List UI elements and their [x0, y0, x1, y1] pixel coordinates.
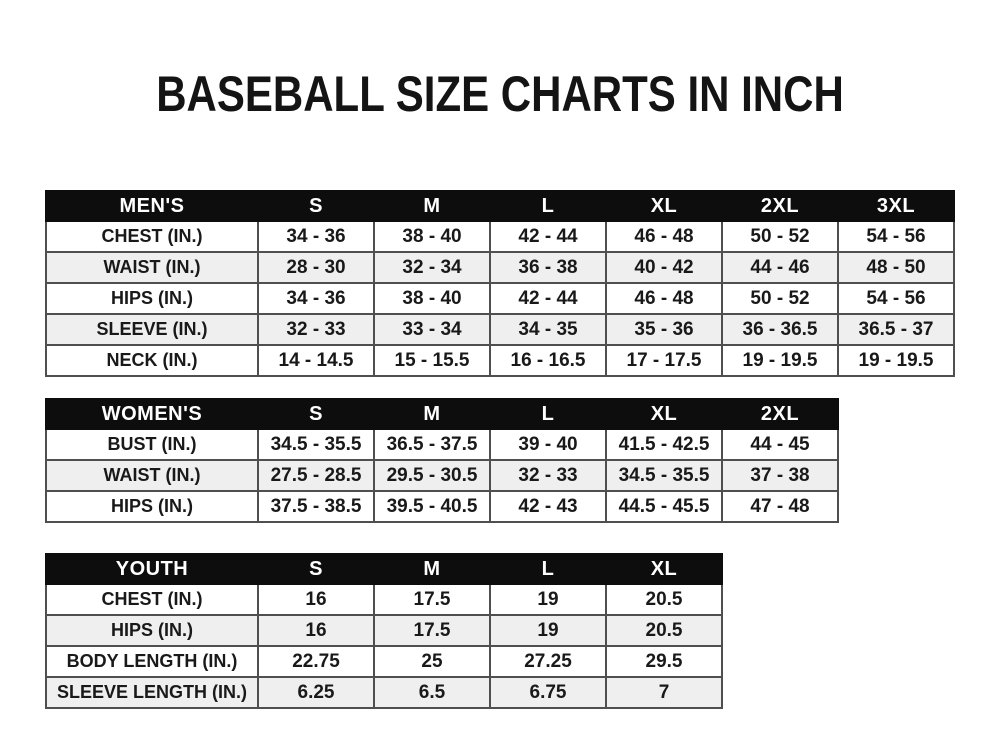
size-value-cell: 32 - 34: [374, 252, 490, 283]
size-value-cell: 39 - 40: [490, 429, 606, 460]
group-label-cell: YOUTH: [46, 554, 258, 584]
size-value-cell: 36.5 - 37.5: [374, 429, 490, 460]
size-column-header: XL: [606, 554, 722, 584]
size-value-cell: 48 - 50: [838, 252, 954, 283]
size-value-cell: 16: [258, 584, 374, 615]
size-value-cell: 29.5 - 30.5: [374, 460, 490, 491]
size-column-header: M: [374, 399, 490, 429]
size-value-cell: 50 - 52: [722, 283, 838, 314]
size-value-cell: 20.5: [606, 615, 722, 646]
measurement-label-cell: WAIST (IN.): [46, 460, 258, 491]
size-column-header: 3XL: [838, 191, 954, 221]
size-value-cell: 14 - 14.5: [258, 345, 374, 376]
measurement-label-cell: HIPS (IN.): [46, 615, 258, 646]
size-value-cell: 42 - 44: [490, 221, 606, 252]
size-value-cell: 33 - 34: [374, 314, 490, 345]
size-value-cell: 37.5 - 38.5: [258, 491, 374, 522]
size-column-header: M: [374, 191, 490, 221]
size-value-cell: 40 - 42: [606, 252, 722, 283]
size-value-cell: 36.5 - 37: [838, 314, 954, 345]
size-column-header: S: [258, 191, 374, 221]
size-value-cell: 15 - 15.5: [374, 345, 490, 376]
size-value-cell: 36 - 36.5: [722, 314, 838, 345]
size-value-cell: 41.5 - 42.5: [606, 429, 722, 460]
size-value-cell: 27.25: [490, 646, 606, 677]
header-row-womens: [46, 399, 838, 429]
size-column-header: L: [490, 191, 606, 221]
table-row: [46, 677, 722, 708]
size-column-header: XL: [606, 191, 722, 221]
table-row: [46, 345, 954, 376]
table-row: [46, 491, 838, 522]
measurement-label-cell: NECK (IN.): [46, 345, 258, 376]
size-value-cell: 17 - 17.5: [606, 345, 722, 376]
size-value-cell: 20.5: [606, 584, 722, 615]
size-value-cell: 47 - 48: [722, 491, 838, 522]
size-value-cell: 36 - 38: [490, 252, 606, 283]
group-label-cell: MEN'S: [46, 191, 258, 221]
size-value-cell: 22.75: [258, 646, 374, 677]
size-value-cell: 44 - 45: [722, 429, 838, 460]
size-value-cell: 19 - 19.5: [838, 345, 954, 376]
table-row: [46, 429, 838, 460]
size-value-cell: 25: [374, 646, 490, 677]
size-value-cell: 7: [606, 677, 722, 708]
table-row: [46, 615, 722, 646]
size-value-cell: 17.5: [374, 584, 490, 615]
table-row: [46, 584, 722, 615]
measurement-label-cell: SLEEVE (IN.): [46, 314, 258, 345]
size-value-cell: 6.75: [490, 677, 606, 708]
measurement-label-cell: BUST (IN.): [46, 429, 258, 460]
size-value-cell: 16 - 16.5: [490, 345, 606, 376]
size-value-cell: 6.25: [258, 677, 374, 708]
measurement-label-cell: BODY LENGTH (IN.): [46, 646, 258, 677]
size-value-cell: 42 - 44: [490, 283, 606, 314]
size-value-cell: 34 - 36: [258, 283, 374, 314]
size-column-header: XL: [606, 399, 722, 429]
size-value-cell: 54 - 56: [838, 221, 954, 252]
measurement-label-cell: CHEST (IN.): [46, 221, 258, 252]
size-value-cell: 39.5 - 40.5: [374, 491, 490, 522]
header-row-youth: [46, 554, 722, 584]
table-row: [46, 314, 954, 345]
measurement-label-cell: HIPS (IN.): [46, 491, 258, 522]
size-column-header: S: [258, 399, 374, 429]
table-row: [46, 221, 954, 252]
size-value-cell: 50 - 52: [722, 221, 838, 252]
size-value-cell: 29.5: [606, 646, 722, 677]
table-row: [46, 283, 954, 314]
size-value-cell: 6.5: [374, 677, 490, 708]
size-value-cell: 44.5 - 45.5: [606, 491, 722, 522]
size-column-header: M: [374, 554, 490, 584]
size-table-womens: [45, 398, 839, 523]
size-value-cell: 27.5 - 28.5: [258, 460, 374, 491]
size-value-cell: 17.5: [374, 615, 490, 646]
size-value-cell: 32 - 33: [490, 460, 606, 491]
size-value-cell: 38 - 40: [374, 283, 490, 314]
size-value-cell: 46 - 48: [606, 283, 722, 314]
size-value-cell: 37 - 38: [722, 460, 838, 491]
size-value-cell: 34.5 - 35.5: [606, 460, 722, 491]
size-value-cell: 19 - 19.5: [722, 345, 838, 376]
table-row: [46, 252, 954, 283]
size-value-cell: 42 - 43: [490, 491, 606, 522]
measurement-label-cell: SLEEVE LENGTH (IN.): [46, 677, 258, 708]
measurement-label-cell: WAIST (IN.): [46, 252, 258, 283]
size-value-cell: 16: [258, 615, 374, 646]
measurement-label-cell: CHEST (IN.): [46, 584, 258, 615]
size-value-cell: 34 - 36: [258, 221, 374, 252]
size-value-cell: 38 - 40: [374, 221, 490, 252]
page-title: BASEBALL SIZE CHARTS IN INCH: [156, 66, 844, 122]
size-value-cell: 19: [490, 584, 606, 615]
size-column-header: L: [490, 554, 606, 584]
table-row: [46, 646, 722, 677]
size-value-cell: 44 - 46: [722, 252, 838, 283]
size-column-header: 2XL: [722, 399, 838, 429]
size-table-youth: [45, 553, 723, 709]
size-value-cell: 35 - 36: [606, 314, 722, 345]
size-value-cell: 34.5 - 35.5: [258, 429, 374, 460]
size-value-cell: 46 - 48: [606, 221, 722, 252]
size-value-cell: 54 - 56: [838, 283, 954, 314]
group-label-cell: WOMEN'S: [46, 399, 258, 429]
measurement-label-cell: HIPS (IN.): [46, 283, 258, 314]
table-row: [46, 460, 838, 491]
header-row-mens: [46, 191, 954, 221]
size-column-header: L: [490, 399, 606, 429]
size-column-header: 2XL: [722, 191, 838, 221]
size-value-cell: 32 - 33: [258, 314, 374, 345]
size-value-cell: 28 - 30: [258, 252, 374, 283]
size-value-cell: 19: [490, 615, 606, 646]
size-value-cell: 34 - 35: [490, 314, 606, 345]
size-column-header: S: [258, 554, 374, 584]
size-table-mens: [45, 190, 955, 377]
